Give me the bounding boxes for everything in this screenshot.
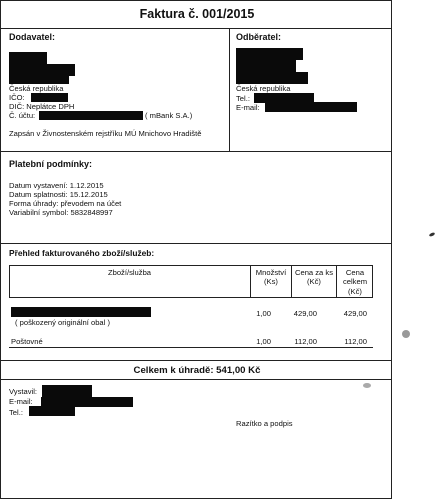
- row-2-name: Poštovné: [11, 337, 43, 346]
- supplier-dic: DIČ: Neplátce DPH: [9, 102, 75, 111]
- redacted-supplier-address: [9, 64, 75, 76]
- divider: [1, 28, 391, 29]
- redacted-issuer-phone: [29, 406, 75, 416]
- issue-date: Datum vystavení: 1.12.2015: [9, 181, 104, 190]
- redacted-customer-email: [265, 102, 357, 112]
- row-2-price: 112,00: [294, 337, 317, 346]
- grand-total: Celkem k úhradě: 541,00 Kč: [133, 365, 261, 376]
- divider: [291, 265, 292, 298]
- row-2-qty: 1,00: [256, 337, 271, 346]
- scan-speck: [363, 383, 371, 388]
- supplier-account-label: Č. účtu:: [9, 111, 36, 120]
- table-bottom-line: [9, 347, 373, 348]
- redacted-supplier-name: [9, 52, 47, 64]
- scan-speck: [429, 232, 436, 237]
- items-heading: Přehled fakturovaného zboží/služeb:: [9, 248, 155, 258]
- column-item: Zboží/služba: [107, 268, 152, 277]
- supplier-country: Česká republika: [9, 84, 64, 93]
- redacted-issuer-name: [42, 385, 92, 397]
- column-total: Cena celkem (Kč): [342, 268, 368, 296]
- customer-email-label: E-mail:: [236, 103, 260, 112]
- row-1-qty: 1,00: [256, 309, 271, 318]
- stamp-and-signature: Razítko a podpis: [236, 419, 293, 428]
- redacted-customer-address: [236, 60, 296, 72]
- customer-country: Česká republika: [236, 84, 291, 93]
- redacted-supplier-address: [9, 76, 69, 84]
- payment-method: Forma úhrady: převodem na účet: [9, 199, 122, 208]
- issued-by-label: Vystavil:: [9, 387, 37, 396]
- redacted-account-number: [39, 111, 143, 120]
- footer-email-label: E-mail:: [9, 397, 33, 406]
- divider: [1, 151, 391, 152]
- item-note: ( poškozený originální obal ): [15, 318, 110, 327]
- invoice-title: Faktura č. 001/2015: [139, 7, 255, 21]
- divider: [336, 265, 337, 298]
- supplier-ico-label: IČO:: [9, 93, 25, 102]
- column-price: Cena za ks (Kč): [295, 268, 333, 287]
- payment-heading: Platební podmínky:: [9, 159, 93, 169]
- row-1-total: 429,00: [343, 309, 367, 318]
- redacted-ico: [31, 93, 68, 102]
- redacted-item-name: [11, 307, 151, 317]
- scan-speck: [402, 330, 410, 338]
- divider: [250, 265, 251, 298]
- due-date: Datum splatnosti: 15.12.2015: [9, 190, 108, 199]
- divider: [1, 379, 391, 380]
- divider: [229, 28, 230, 151]
- redacted-customer-address: [236, 72, 308, 84]
- footer-tel-label: Tel.:: [9, 408, 23, 417]
- divider: [1, 243, 391, 244]
- row-2-total: 112,00: [344, 337, 367, 346]
- supplier-registry: Zapsán v Živnostenském rejstříku MÚ Mnichovo Hradiště: [9, 129, 202, 138]
- redacted-customer-name: [236, 48, 303, 60]
- column-qty: Množství (Ks): [255, 268, 287, 287]
- divider: [1, 360, 391, 361]
- row-1-price: 429,00: [293, 309, 317, 318]
- supplier-bank: ( mBank S.A.): [145, 111, 193, 120]
- customer-tel-label: Tel.:: [236, 94, 250, 103]
- customer-heading: Odběratel:: [236, 32, 282, 42]
- supplier-heading: Dodavatel:: [9, 32, 56, 42]
- variable-symbol: Variabilní symbol: 5832848997: [9, 208, 113, 217]
